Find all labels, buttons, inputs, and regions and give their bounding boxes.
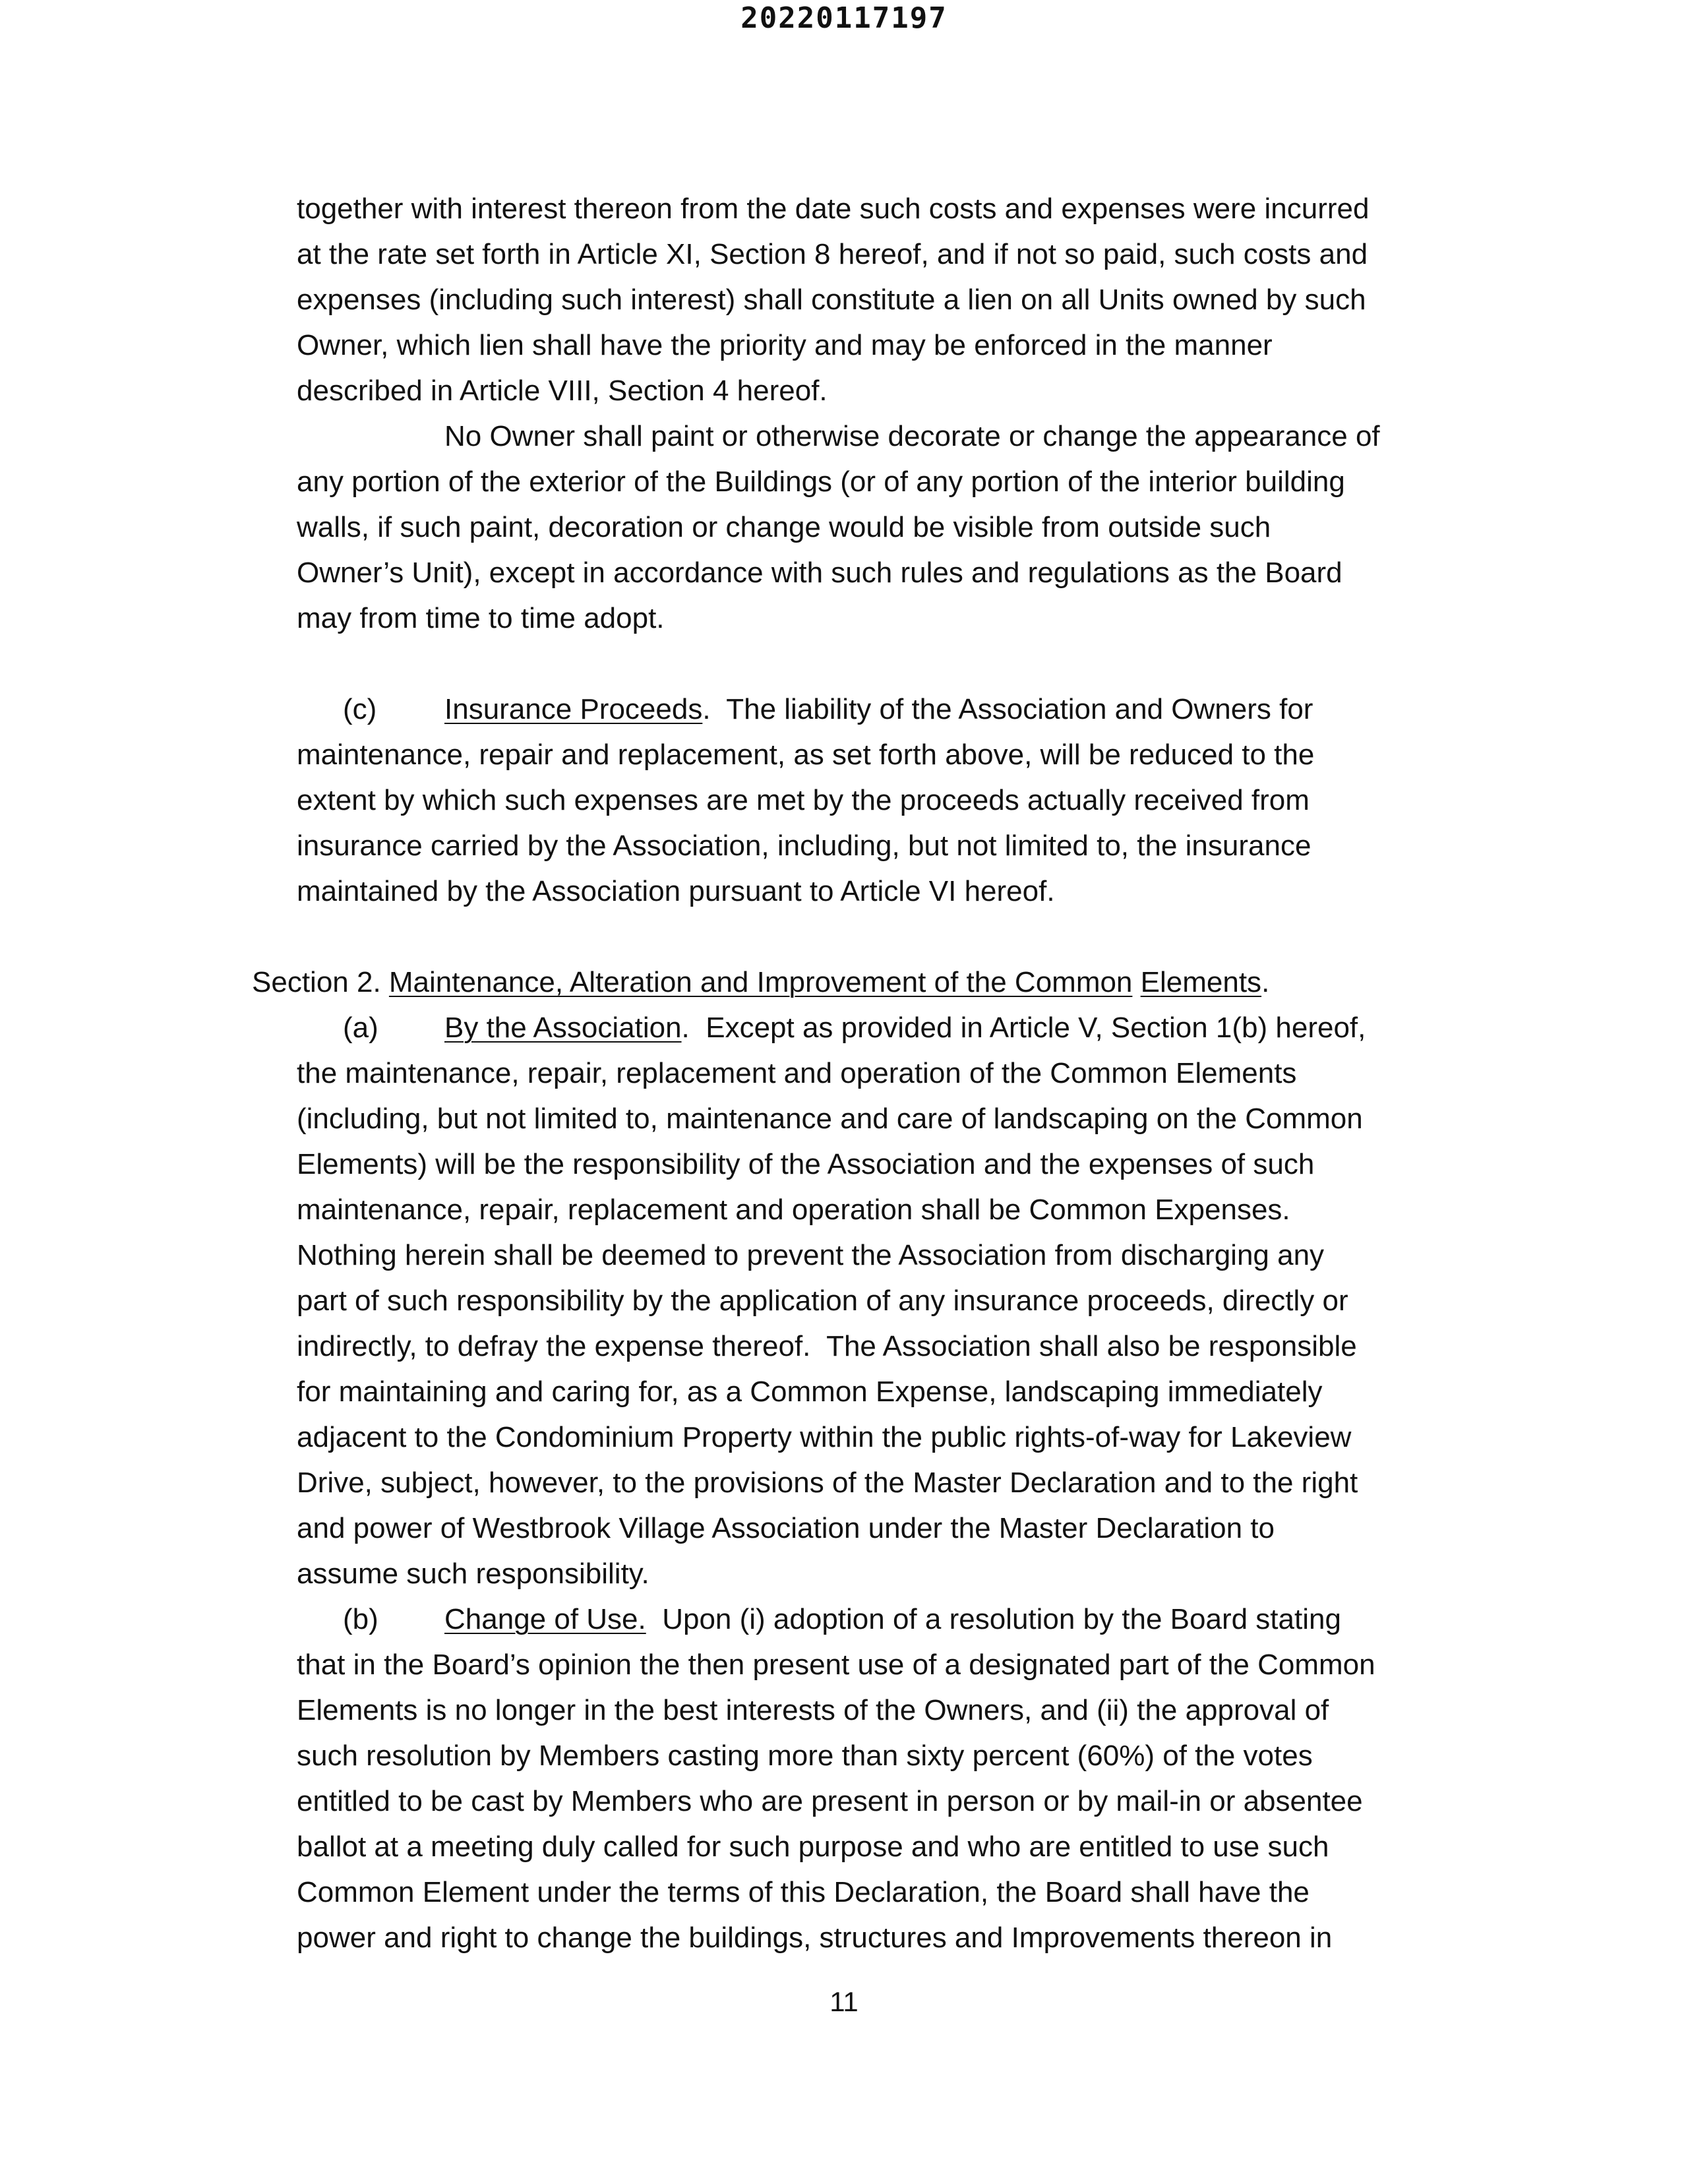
subsection-c-heading-line [0,686,1688,732]
body-line [0,1915,1688,1960]
body-line-text: maintenance, repair and replacement, as set forth above, will be reduced to the [297,739,1315,771]
body-line [0,1187,1688,1232]
body-line [0,368,1688,413]
body-line [0,1141,1688,1187]
section-prefix: Section 2. [252,966,389,998]
body-line [0,459,1688,504]
body-line-text: Nothing herein shall be deemed to prevent the Association from discharging any [297,1239,1325,1271]
subsection-first-line-rest: Upon (i) adoption of a resolution by the Board stating [646,1603,1341,1635]
body-line [0,1460,1688,1505]
body-line-text: maintained by the Association pursuant to Article VI hereof. [297,875,1055,907]
subsection-first-line-rest: . The liability of the Association and Owners for [702,693,1313,725]
body-line-text: ballot at a meeting duly called for such purpose and who are entitled to use such [297,1831,1329,1863]
body-line [0,550,1688,595]
body-line-text: that in the Board’s opinion the then present use of a designated part of the Common [297,1649,1375,1681]
body-line [0,504,1688,550]
subsection-label: (a) [343,1012,378,1044]
body-line-text: walls, if such paint, decoration or change would be visible from outside such [297,511,1271,543]
body-line [0,277,1688,322]
body-line [0,413,1688,459]
body-line [0,1278,1688,1323]
paragraph-first-line: No Owner shall paint or otherwise decorate or change the appearance of [444,420,1380,452]
subsection-heading-line-text [444,1005,1366,1050]
body-line [0,231,1688,277]
body-line-text: assume such responsibility. [297,1558,649,1590]
section-heading-suffix: . [1261,966,1270,998]
body-line [0,732,1688,777]
body-line [0,1733,1688,1778]
body-line-text: Drive, subject, however, to the provisions of the Master Declaration and to the right [297,1467,1358,1499]
body-line [0,1414,1688,1460]
body-line-text: power and right to change the buildings, structures and Improvements thereon in [297,1922,1333,1954]
body-line-text: Owner’s Unit), except in accordance with such rules and regulations as the Board [297,557,1342,589]
body-line-text: Common Element under the terms of this Declaration, the Board shall have the [297,1876,1310,1908]
subsection-heading: Insurance Proceeds [444,693,703,725]
section-2-heading-line [0,959,1688,1005]
body-line-text: Elements is no longer in the best interests of the Owners, and (ii) the approval of [297,1694,1329,1726]
body-line-text: the maintenance, repair, replacement and operation of the Common Elements [297,1057,1297,1089]
body-line [0,777,1688,823]
body-line [0,1323,1688,1369]
body-line [0,1687,1688,1733]
body-line [0,186,1688,231]
body-line [0,595,1688,641]
section-heading [252,959,1269,1005]
body-line [0,322,1688,368]
subsection-b-heading-line [0,1596,1688,1642]
subsection-heading: By the Association [444,1012,682,1044]
subsection-label: (b) [343,1603,378,1635]
body-line-text: indirectly, to defray the expense thereof. The Association shall also be responsible [297,1330,1357,1362]
section-heading-title-end: Elements [1140,966,1262,998]
subsection-heading-line-text [444,1596,1341,1642]
subsection-label: (c) [343,693,377,725]
body-line-text: entitled to be cast by Members who are present in person or by mail-in or absentee [297,1785,1363,1817]
body-line-text: such resolution by Members casting more than sixty percent (60%) of the votes [297,1740,1313,1772]
section-heading-title: Maintenance, Alteration and Improvement of the Common [388,966,1133,998]
body-line [0,1642,1688,1687]
body-line [0,1824,1688,1869]
subsection-heading: Change of Use. [444,1603,646,1635]
body-line [0,1369,1688,1414]
paragraph-gap [0,641,1688,686]
document-body [0,186,1688,1960]
body-line-text: for maintaining and caring for, as a Common Expense, landscaping immediately [297,1376,1323,1408]
paragraph-gap [0,914,1688,959]
subsection-first-line-rest: . Except as provided in Article V, Section 1(b) hereof, [681,1012,1366,1044]
body-line [0,1869,1688,1915]
body-line-text: expenses (including such interest) shall constitute a lien on all Units owned by such [297,284,1366,316]
body-line-text: adjacent to the Condominium Property within the public rights-of-way for Lakeview [297,1421,1352,1453]
body-line-text: Owner, which lien shall have the priority and may be enforced in the manner [297,329,1273,361]
body-line-text: any portion of the exterior of the Buildings (or of any portion of the interior building [297,466,1345,498]
body-line [0,1050,1688,1096]
body-line-text: described in Article VIII, Section 4 hereof. [297,375,828,407]
body-line-text: insurance carried by the Association, including, but not limited to, the insurance [297,830,1311,862]
body-line [0,1551,1688,1596]
recording-number: 20220117197 [740,1,948,35]
body-line-text: maintenance, repair, replacement and operation shall be Common Expenses. [297,1194,1290,1226]
body-line-text: may from time to time adopt. [297,602,665,634]
subsection-a-heading-line [0,1005,1688,1050]
body-line-text: Elements) will be the responsibility of the Association and the expenses of such [297,1148,1315,1180]
body-line [0,1096,1688,1141]
body-line [0,1232,1688,1278]
body-line [0,868,1688,914]
body-line [0,1778,1688,1824]
page-number: 11 [829,1986,859,2017]
body-line-text: extent by which such expenses are met by the proceeds actually received from [297,784,1310,816]
body-line-text: and power of Westbrook Village Association under the Master Declaration to [297,1512,1275,1544]
body-line-text: at the rate set forth in Article XI, Section 8 hereof, and if not so paid, such costs and [297,238,1368,270]
subsection-heading-line-text [444,686,1313,732]
body-line-text: part of such responsibility by the application of any insurance proceeds, directly or [297,1285,1348,1317]
body-line-text: together with interest thereon from the date such costs and expenses were incurred [297,193,1370,225]
body-line [0,1505,1688,1551]
body-line [0,823,1688,868]
body-line-text: (including, but not limited to, maintenance and care of landscaping on the Common [297,1103,1363,1135]
